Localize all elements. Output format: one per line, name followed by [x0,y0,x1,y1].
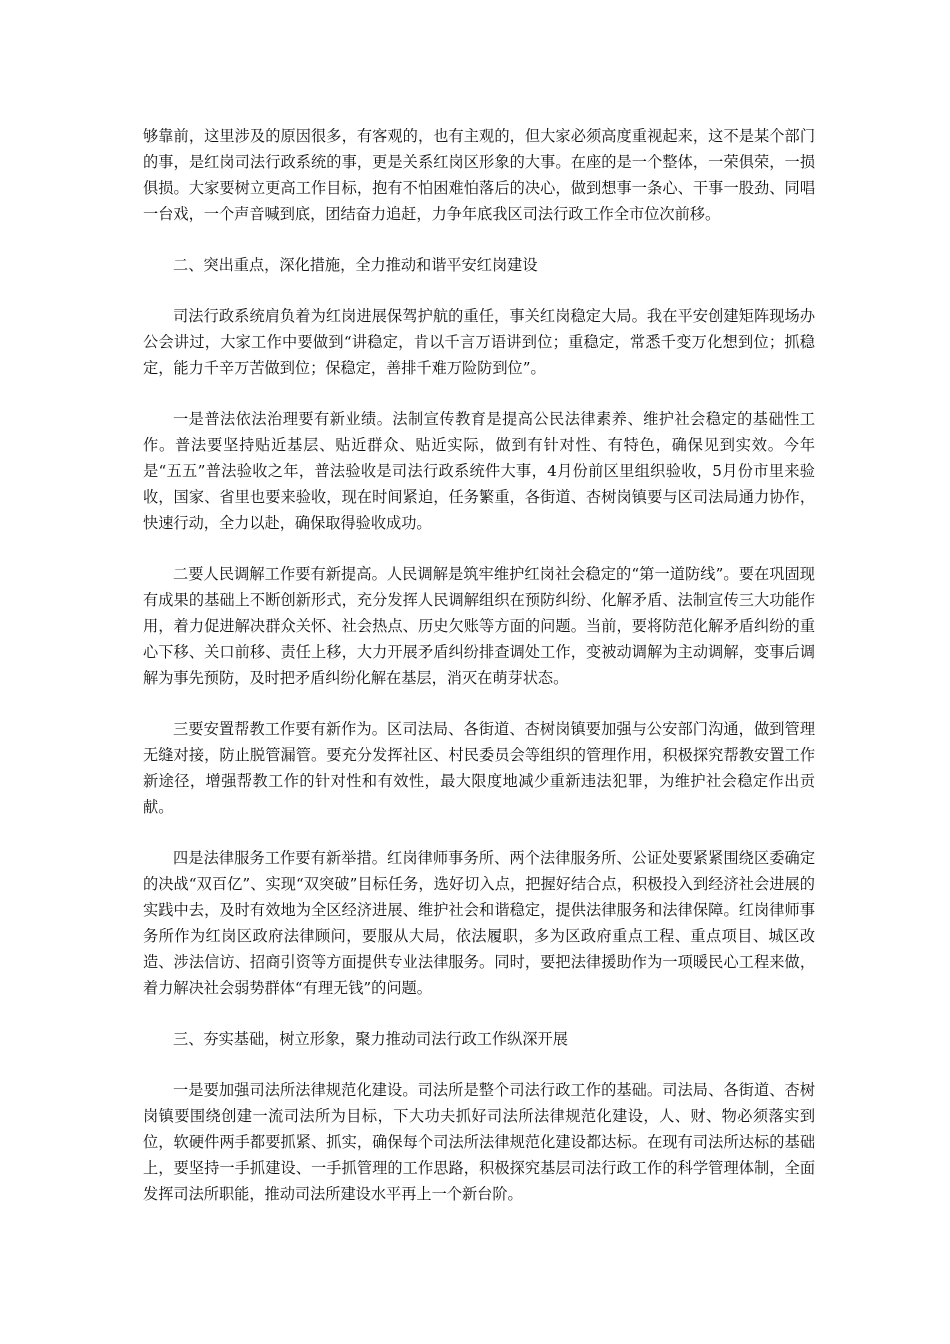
paragraph-judicial-office: 一是要加强司法所法律规范化建设。司法所是整个司法行政工作的基础。司法局、各街道、杏树岗镇要围绕创建一流司法所为目标，下大功夫抓好司法所法律规范化建设，人、财、物必须落实到位，软硬件两手都要抓紧、抓实，确保每个司法所法律规范化建设都达标。在现有司法所达标的基础上，要坚持一手抓建设、一手抓管理的工作思路，积极探究基层司法行政工作的科学管理体制，全面发挥司法所职能，推动司法所建设水平再上一个新台阶。 [143,1081,815,1203]
paragraph-resettlement: 三要安置帮教工作要有新作为。区司法局、各街道、杏树岗镇要加强与公安部门沟通，做到管理无缝对接，防止脱管漏管。要充分发挥社区、村民委员会等组织的管理作用，积极探究帮教安置工作新途径，增强帮教工作的针对性和有效性，最大限度地减少重新违法犯罪，为维护社会稳定作出贡献。 [143,720,815,816]
paragraph-stability: 司法行政系统肩负着为红岗进展保驾护航的重任，事关红岗稳定大局。我在平安创建矩阵现场办公会讲过，大家工作中要做到“讲稳定，肯以千言万语讲到位；重稳定，常悉千变万化想到位；抓稳定，能力千辛万苦做到位；保稳定，善排千难万险防到位”。 [143,307,815,377]
paragraph-legal-services: 四是法律服务工作要有新举措。红岗律师事务所、两个法律服务所、公证处要紧紧围绕区委确定的决战“双百亿”、实现“双突破”目标任务，选好切入点，把握好结合点，积极投入到经济社会进展的实践中去，及时有效地为全区经济进展、维护社会和谐稳定，提供法律服务和法律保障。红岗律师事务所作为红岗区政府法律顾问，要服从大局，依法履职，多为区政府重点工程、重点项目、城区改造、涉法信访、招商引资等方面提供专业法律服务。同时，要把法律援助作为一项暖民心工程来做，着力解决社会弱势群体“有理无钱”的问题。 [143,849,815,997]
paragraph-continuation: 够靠前，这里涉及的原因很多，有客观的，也有主观的，但大家必须高度重视起来，这不是某个部门的事，是红岗司法行政系统的事，更是关系红岗区形象的大事。在座的是一个整体，一荣俱荣，一损俱损。大家要树立更高工作目标，抱有不怕困难怕落后的决心，做到想事一条心、干事一股劲、同唱一台戏，一个声音喊到底，团结奋力追赶，力争年底我区司法行政工作全市位次前移。 [143,127,815,223]
section-heading-three: 三、夯实基础，树立形象，聚力推动司法行政工作纵深开展 [173,1030,568,1048]
paragraph-legal-education: 一是普法依法治理要有新业绩。法制宣传教育是提高公民法律素养、维护社会稳定的基础性工作。普法要坚持贴近基层、贴近群众、贴近实际，做到有针对性、有特色，确保见到实效。今年是“五五”普法验收之年，普法验收是司法行政系统件大事，4月份前区里组织验收，5月份市里来验收，国家、省里也要来验收，现在时间紧迫，任务繁重，各街道、杏树岗镇要与区司法局通力协作，快速行动，全力以赴，确保取得验收成功。 [143,410,815,532]
section-heading-two: 二、突出重点，深化措施，全力推动和谐平安红岗建设 [173,256,538,274]
document-page [143,123,815,1232]
paragraph-mediation: 二要人民调解工作要有新提高。人民调解是筑牢维护红岗社会稳定的“第一道防线”。要在巩固现有成果的基础上不断创新形式，充分发挥人民调解组织在预防纠纷、化解矛盾、法制宣传三大功能作用，着力促进解决群众关怀、社会热点、历史欠账等方面的问题。当前，要将防范化解矛盾纠纷的重心下移、关口前移、责任上移，大力开展矛盾纠纷排查调处工作，变被动调解为主动调解，变事后调解为事先预防，及时把矛盾纠纷化解在基层，消灭在萌芽状态。 [143,565,815,687]
